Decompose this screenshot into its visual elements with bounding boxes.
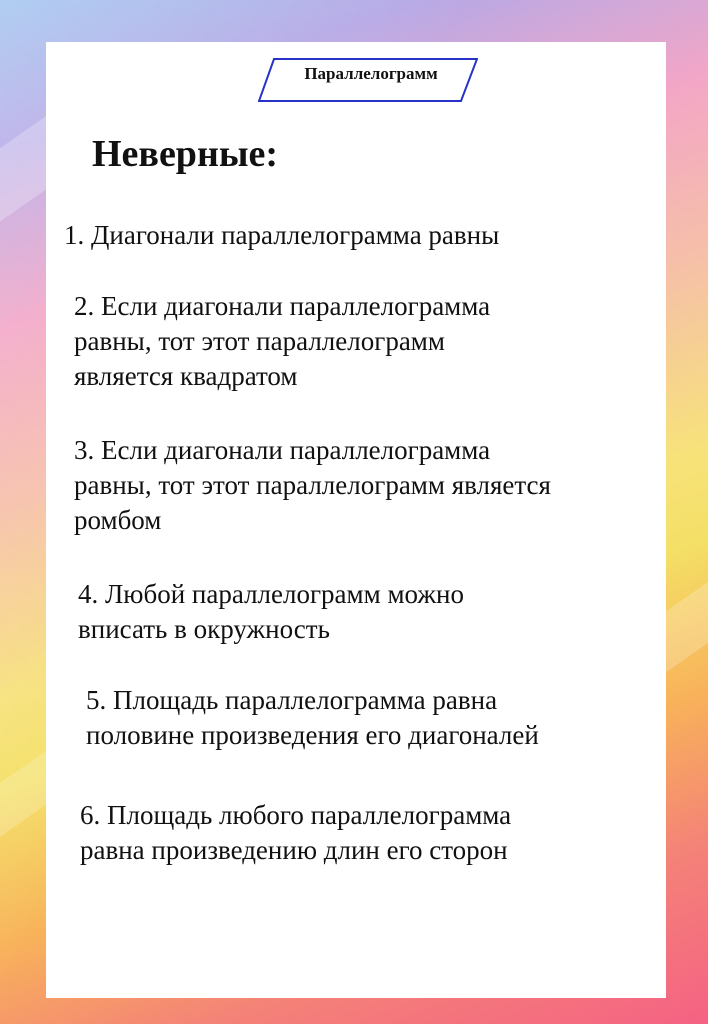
topic-badge [258, 58, 478, 102]
statement-item-6: 6. Площадь любого параллелограмма равна произведению длин его сторон [80, 800, 512, 865]
statement-item-5: 5. Площадь параллелограмма равна половине произведения его диагоналей [86, 685, 539, 750]
statement-item-2: 2. Если диагонали параллелограмма равны, тот этот параллелограмм является квадратом [74, 291, 491, 391]
badge-label: Параллелограмм [304, 64, 438, 83]
statement-item-1: 1. Диагонали параллелограмма равны [64, 220, 500, 250]
statement-item-3: 3. Если диагонали параллелограмма равны, тот этот параллелограмм является ромбом [74, 435, 551, 535]
statement-item-4: 4. Любой параллелограмм можно вписать в окружность [78, 579, 464, 644]
page-heading: Неверные: [92, 133, 279, 175]
